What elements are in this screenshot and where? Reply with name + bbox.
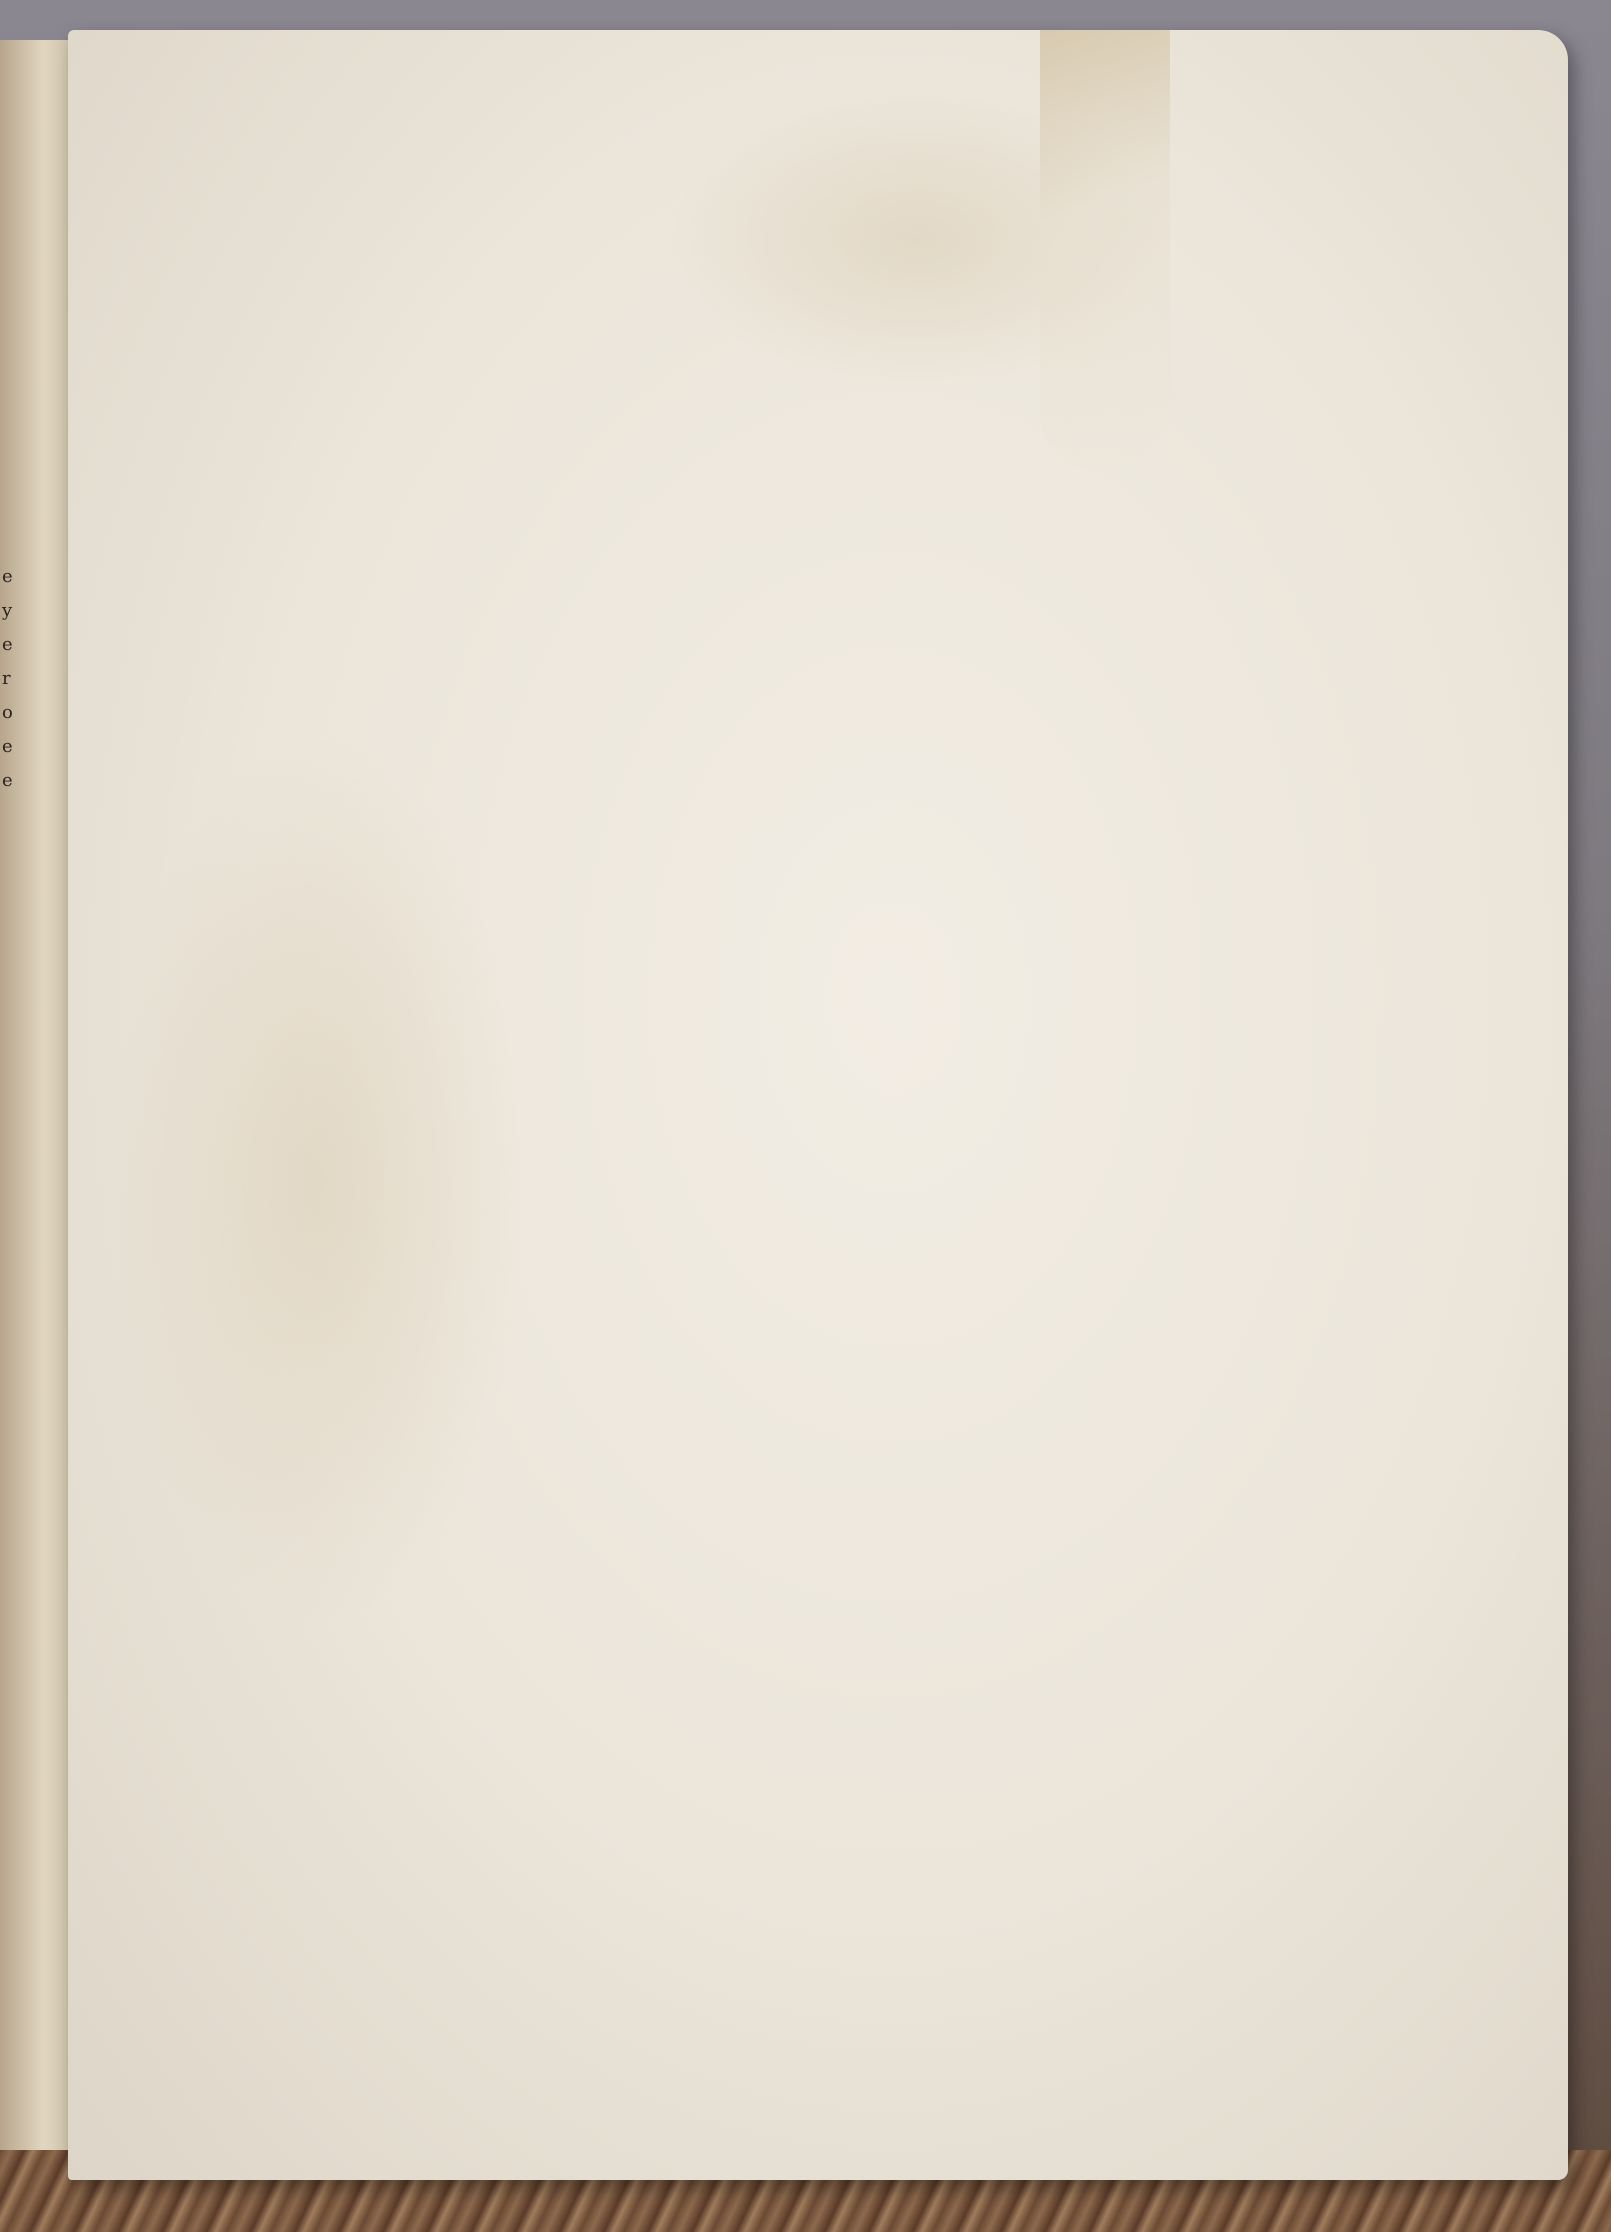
book-page <box>68 30 1568 2180</box>
left-book-leaf <box>0 40 74 2160</box>
left-leaf-margin-marks: e y e r o e e <box>2 566 13 791</box>
paper-stain <box>108 730 528 1630</box>
torn-page-corner <box>1040 30 1170 470</box>
